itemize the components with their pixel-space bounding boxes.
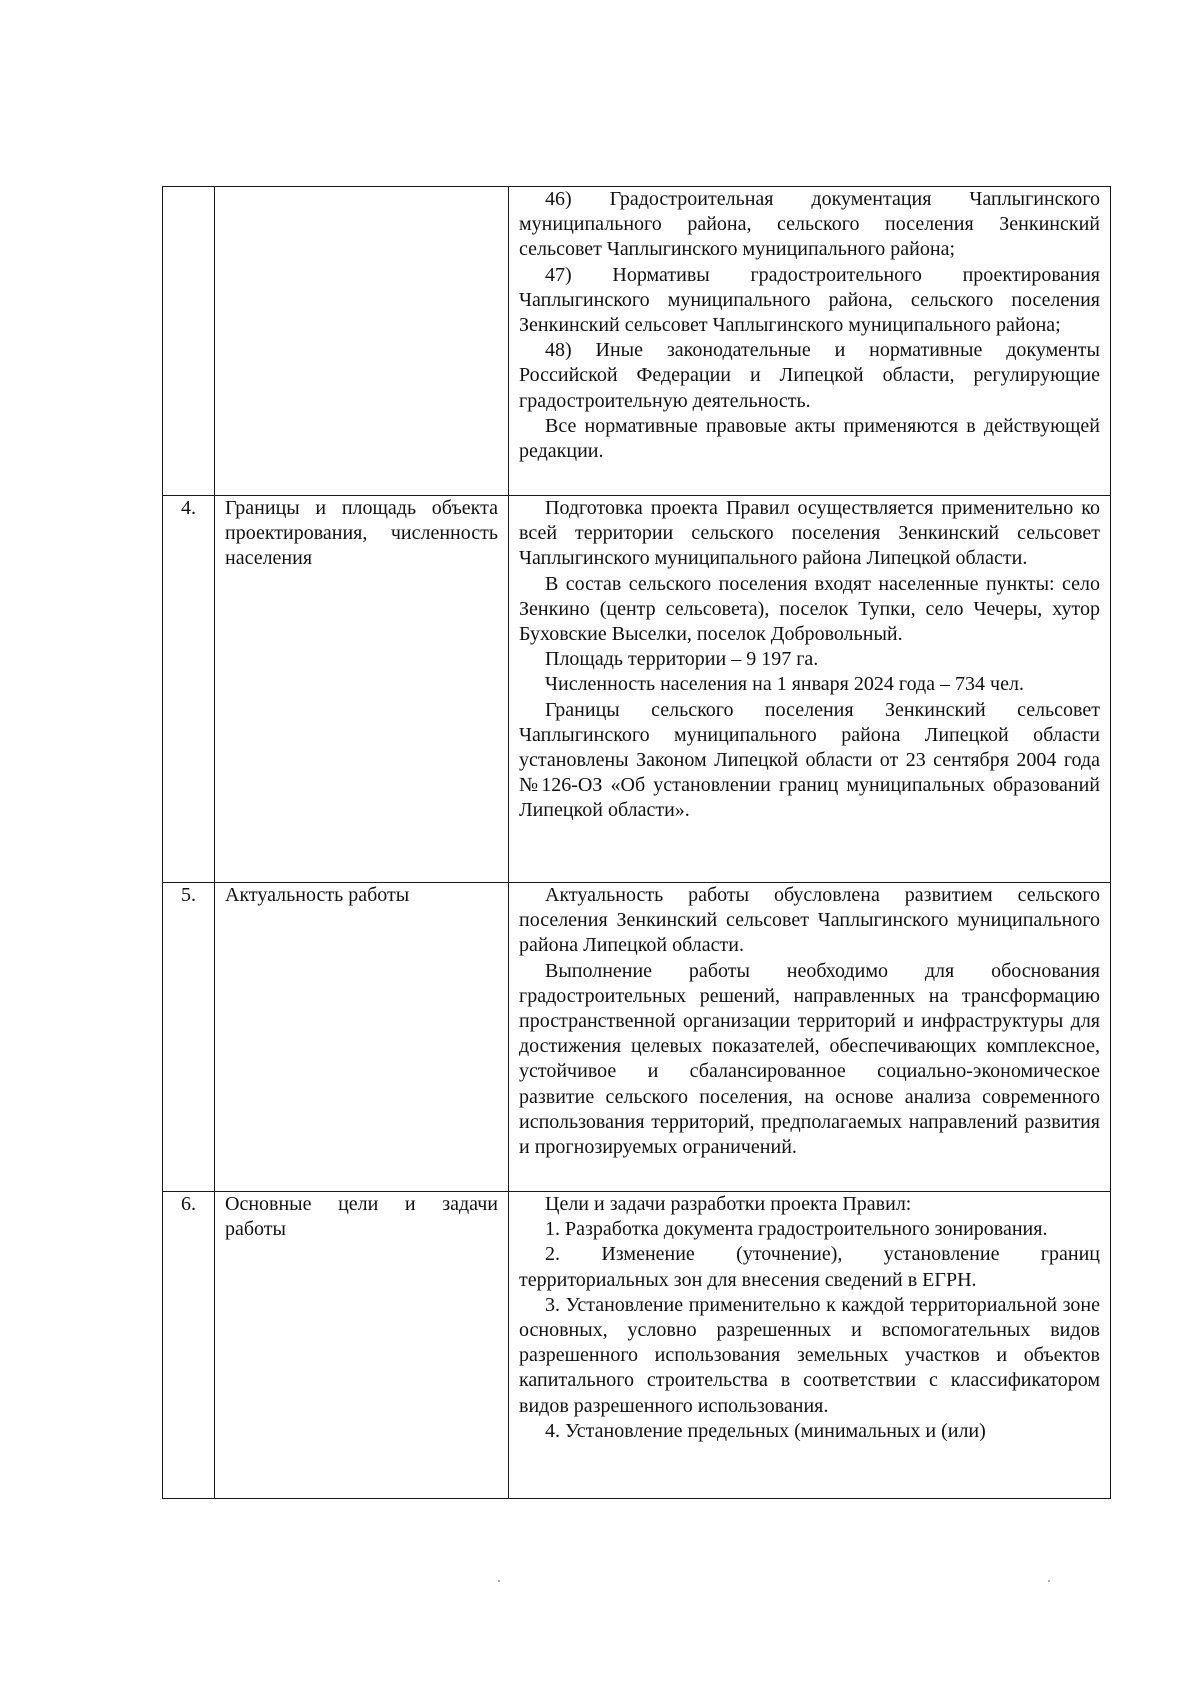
row-content <box>509 1192 1111 1499</box>
paragraph: Подготовка проекта Правил осуществляется применительно ко всей территории сельского поселения Зенкинский сельсовет Чаплыгинского муниципального района Липецкой области. <box>519 497 1100 570</box>
row-content <box>509 496 1111 883</box>
terms-table <box>162 186 1111 1499</box>
scan-speck <box>1048 1580 1050 1582</box>
row-title <box>215 187 509 496</box>
row-title: Основные цели и задачи работы <box>215 1192 509 1499</box>
paragraph: 2. Изменение (уточнение), установление границ территориальных зон для внесения сведений в ЕГРН. <box>519 1243 1100 1291</box>
paragraph: 3. Установление применительно к каждой территориальной зоне основных, условно разрешенных и вспомогательных видов разрешенного использования земельных участков и объектов капитального строительства в соответствии с классификатором видов разрешенного использования. <box>519 1293 1100 1417</box>
paragraph: 1. Разработка документа градостроительного зонирования. <box>545 1218 1048 1241</box>
paragraph: Границы сельского поселения Зенкинский сельсовет Чаплыгинского муниципального района Липецкой области установлены Законом Липецкой области от 23 сентября 2004 года №126-ОЗ «Об установлении границ муниципальных образований Липецкой области». <box>519 698 1100 822</box>
row-content <box>509 187 1111 496</box>
paragraph: Численность населения на 1 января 2024 года – 734 чел. <box>545 673 1024 696</box>
paragraph: 47) Нормативы градостроительного проектирования Чаплыгинского муниципального района, сельского поселения Зенкинский сельсовет Чаплыгинского муниципального района; <box>519 263 1100 337</box>
paragraph: Актуальность работы обусловлена развитием сельского поселения Зенкинский сельсовет Чаплыгинского муниципального района Липецкой области. <box>519 884 1100 957</box>
paragraph: Площадь территории – 9 197 га. <box>545 648 819 671</box>
row-number: 5. <box>163 883 215 1192</box>
paragraph: В состав сельского поселения входят населенные пункты: село Зенкино (центр сельсовета), поселок Тупки, село Чечеры, хутор Буховские Выселки, поселок Добровольный. <box>519 572 1100 646</box>
paragraph: 46) Градостроительная документация Чаплыгинского муниципального района, сельского поселения Зенкинский сельсовет Чаплыгинского муниципального района; <box>519 188 1100 261</box>
table-row <box>163 496 1111 883</box>
paragraph: Выполнение работы необходимо для обоснования градостроительных решений, направленных на трансформацию пространственной организации территорий и инфраструктуры для достижения целевых показателей, обеспечивающих комплексное, устойчивое и сбалансированное социально-экономическое развитие сельского поселения, на основе анализа современного использования территорий, предполагаемых направлений развития и прогнозируемых ограничений. <box>519 959 1100 1159</box>
scan-speck <box>498 1580 500 1582</box>
table-row <box>163 1192 1111 1499</box>
row-title: Границы и площадь объекта проектирования, численность населения <box>215 496 509 883</box>
paragraph: Все нормативные правовые акты применяются в действующей редакции. <box>519 414 1100 463</box>
table-row <box>163 883 1111 1192</box>
paragraph: 4. Установление предельных (минимальных и (или) <box>545 1419 986 1442</box>
paragraph: 48) Иные законодательные и нормативные документы Российской Федерации и Липецкой области, регулирующие градостроительную деятельность. <box>519 339 1100 412</box>
row-number: 6. <box>163 1192 215 1499</box>
table-row <box>163 187 1111 496</box>
row-content <box>509 883 1111 1192</box>
row-title: Актуальность работы <box>215 883 509 1192</box>
row-number: 4. <box>163 496 215 883</box>
row-number <box>163 187 215 496</box>
paragraph: Цели и задачи разработки проекта Правил: <box>545 1193 912 1215</box>
